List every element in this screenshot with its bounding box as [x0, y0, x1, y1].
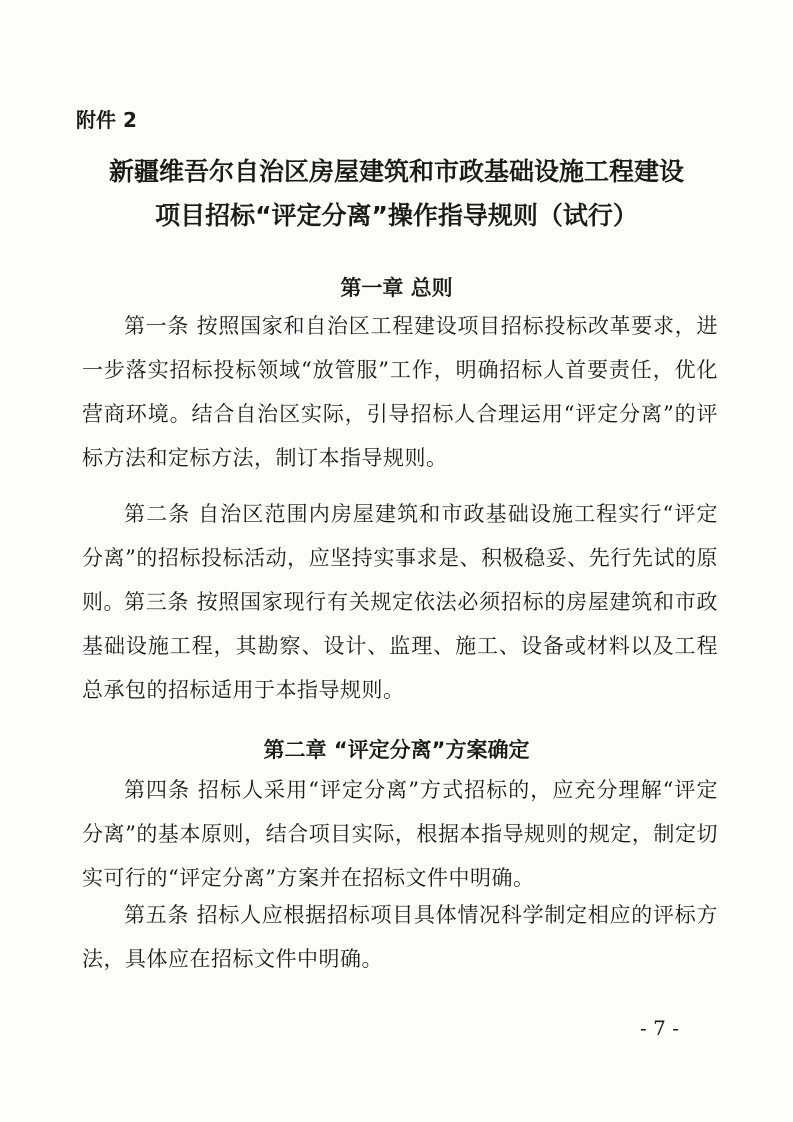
- document-title-line-1: 新疆维吾尔自治区房屋建筑和市政基础设施工程建设: [108, 157, 684, 186]
- article-5-paragraph: 第五条 招标人应根据招标项目具体情况科学制定相应的评标方法，具体应在招标文件中明确。: [82, 903, 718, 971]
- article-1-paragraph: 第一条 按照国家和自治区工程建设项目招标投标改革要求，进一步落实招标投标领域“放管服”工作，明确招标人首要责任，优化营商环境。结合自治区实际，引导招标人合理运用“评定分离”的评标方法和定标方法，制订本指导规则。: [82, 314, 718, 470]
- chapter-1-heading: 第一章 总则: [340, 276, 453, 300]
- page-number: - 7 -: [640, 1016, 679, 1040]
- article-3-paragraph: 第三条 按照国家现行有关规定依法必须招标的房屋建筑和市政基础设施工程，其勘察、设计、监理、施工、设备或材料以及工程总承包的招标适用于本指导规则。: [82, 590, 718, 702]
- article-4-paragraph: 第四条 招标人采用“评定分离”方式招标的，应充分理解“评定分离”的基本原则，结合项目实际，根据本指导规则的规定，制定切实可行的“评定分离”方案并在招标文件中明确。: [82, 778, 718, 890]
- attachment-label: 附件 2: [76, 108, 137, 132]
- chapter-2-heading: 第二章 “评定分离”方案确定: [263, 738, 530, 762]
- document-title-line-2: 项目招标“评定分离”操作指导规则（试行）: [155, 201, 638, 230]
- article-2-paragraph: 第二条 自治区范围内房屋建筑和市政基础设施工程实行“评定分离”的招标投标活动，应坚持实事求是、积极稳妥、先行先试的原则。: [82, 502, 718, 614]
